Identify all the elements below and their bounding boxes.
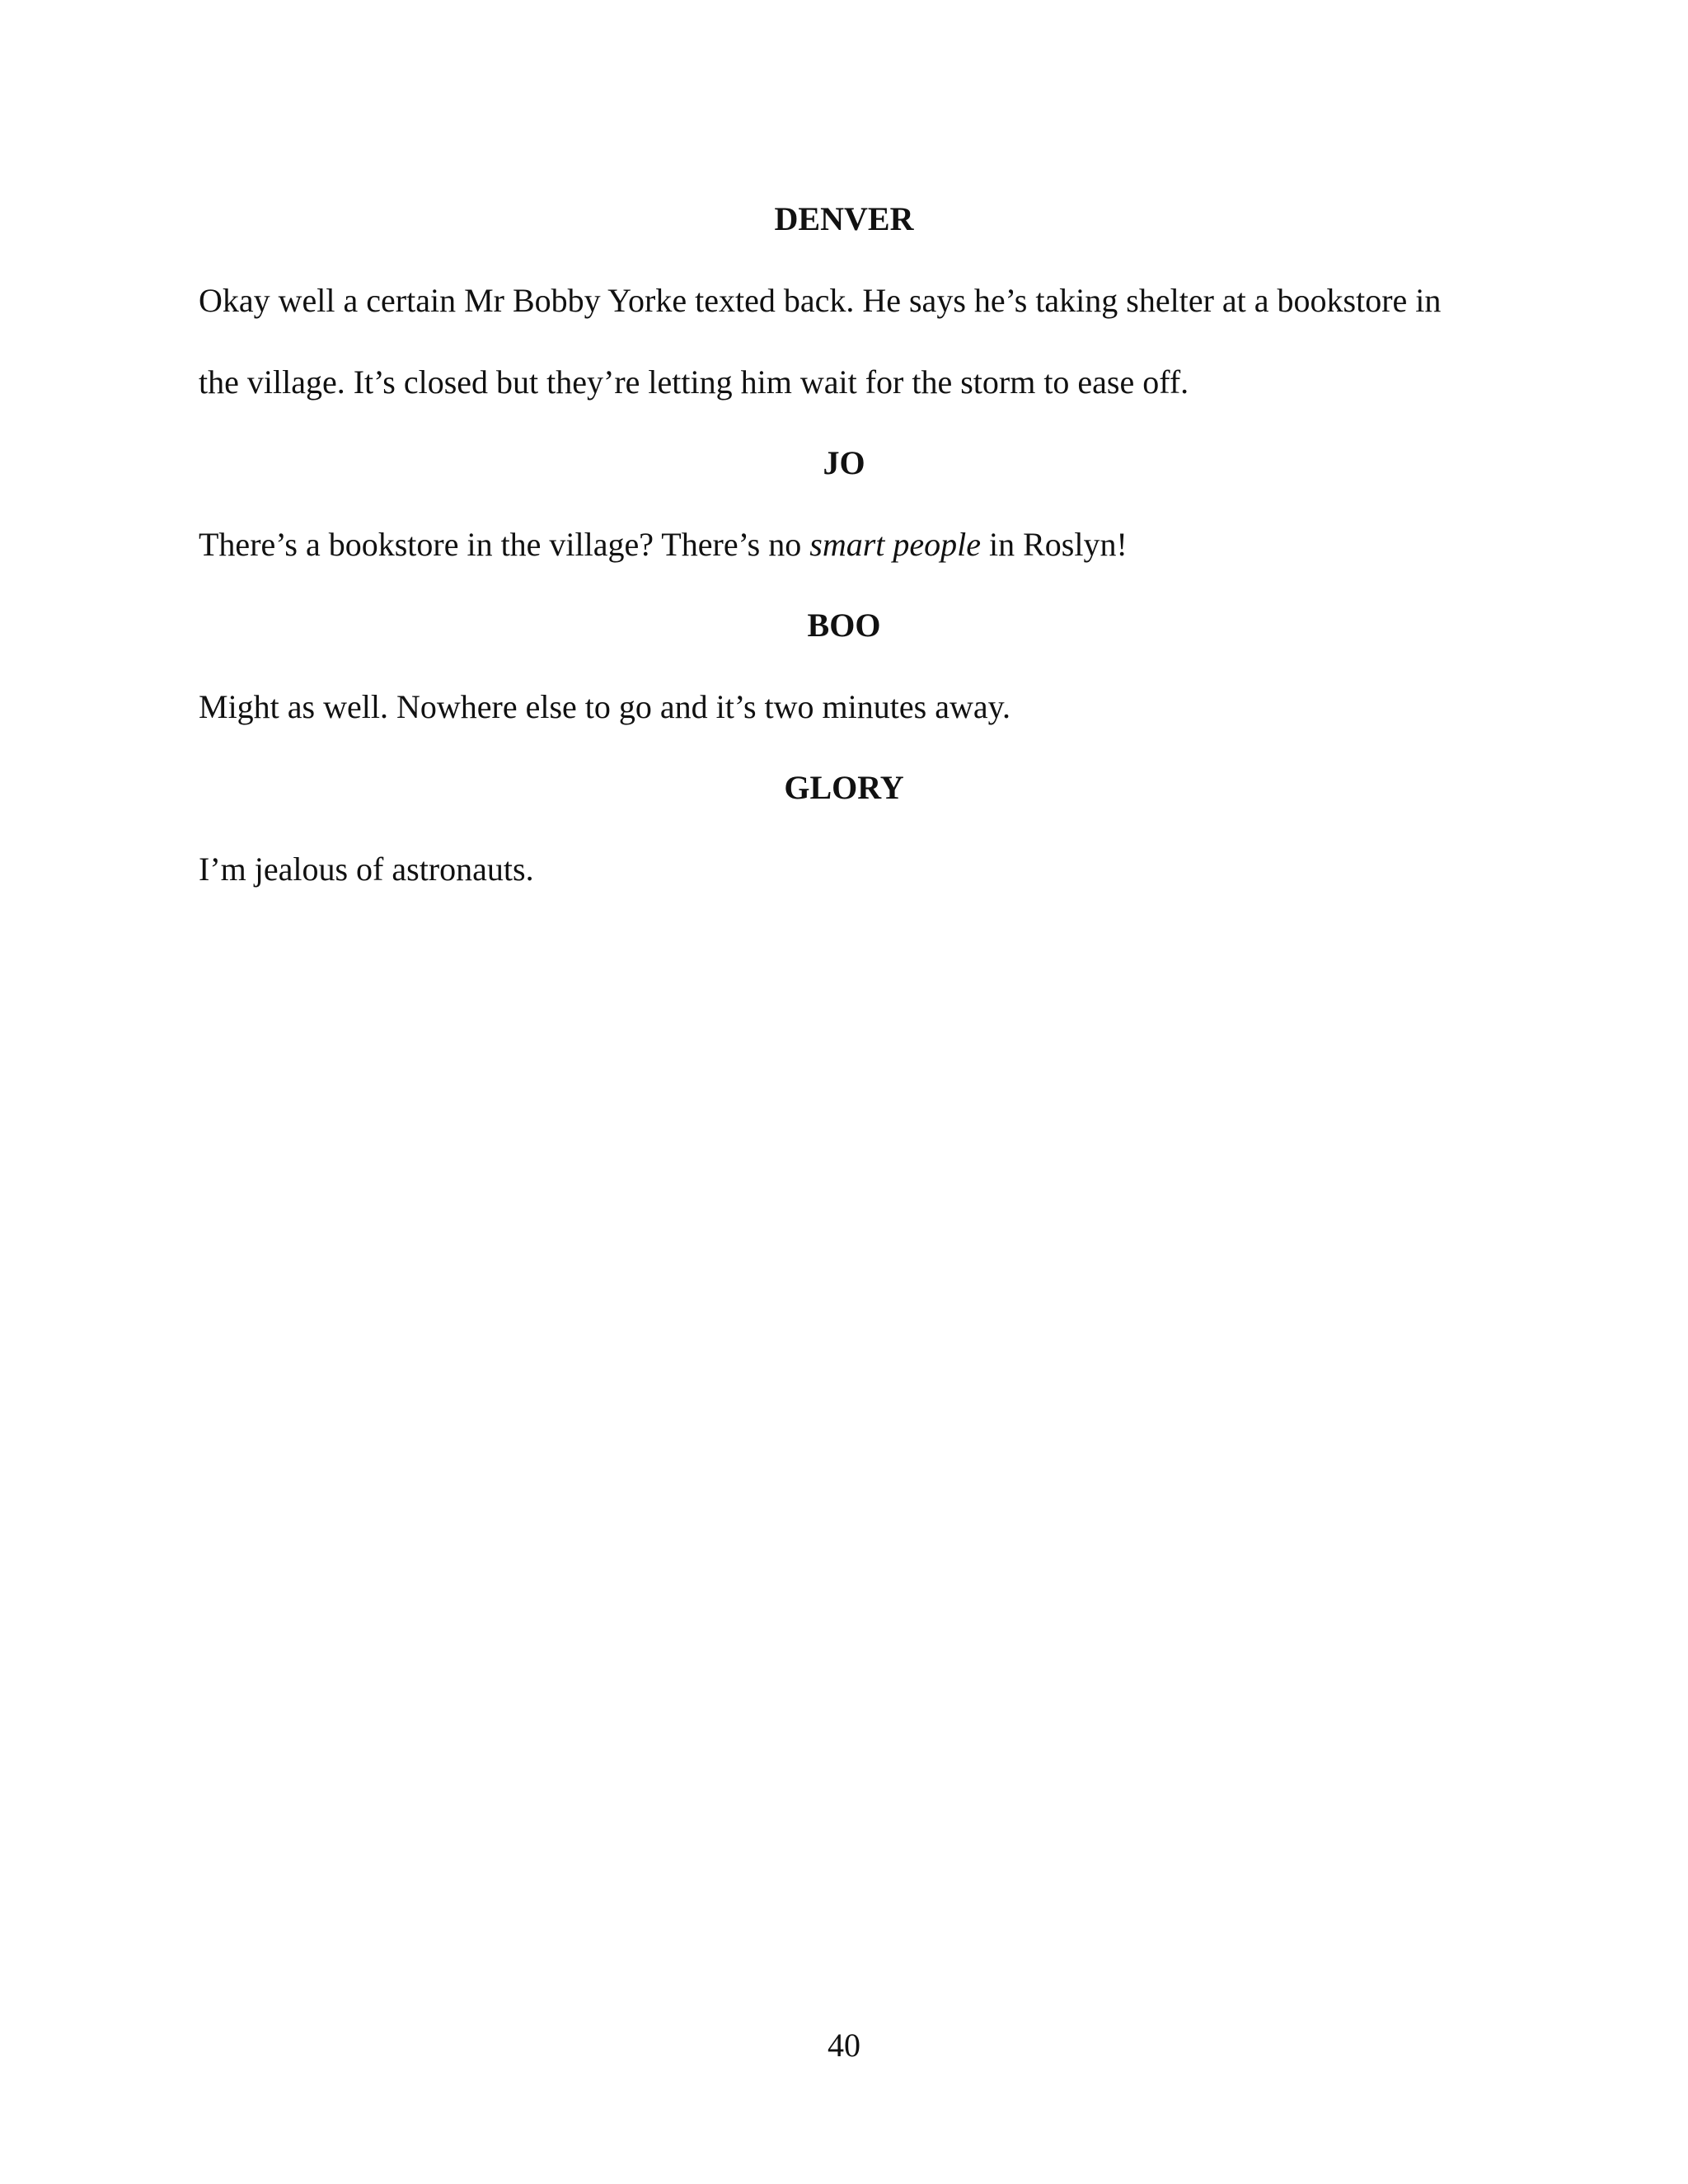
- dialogue-line: Okay well a certain Mr Bobby Yorke texted back. He says he’s taking shelter at a bookstore in: [199, 282, 1442, 319]
- speaker-jo: JO: [823, 444, 865, 481]
- speaker-boo: BOO: [807, 607, 881, 644]
- dialogue-text: in Roslyn!: [981, 526, 1128, 563]
- dialogue-text: There’s a bookstore in the village? There’s no: [199, 526, 810, 563]
- speaker-denver: DENVER: [774, 200, 914, 237]
- dialogue-line: Might as well. Nowhere else to go and it’s two minutes away.: [199, 688, 1010, 725]
- dialogue-emphasis: smart people: [809, 526, 982, 563]
- dialogue-line: [199, 525, 1517, 565]
- dialogue-line: the village. It’s closed but they’re letting him wait for the storm to ease off.: [199, 363, 1189, 401]
- page-number: 40: [828, 2027, 860, 2064]
- dialogue-line: I’m jealous of astronauts.: [199, 851, 534, 888]
- speaker-glory: GLORY: [784, 769, 904, 806]
